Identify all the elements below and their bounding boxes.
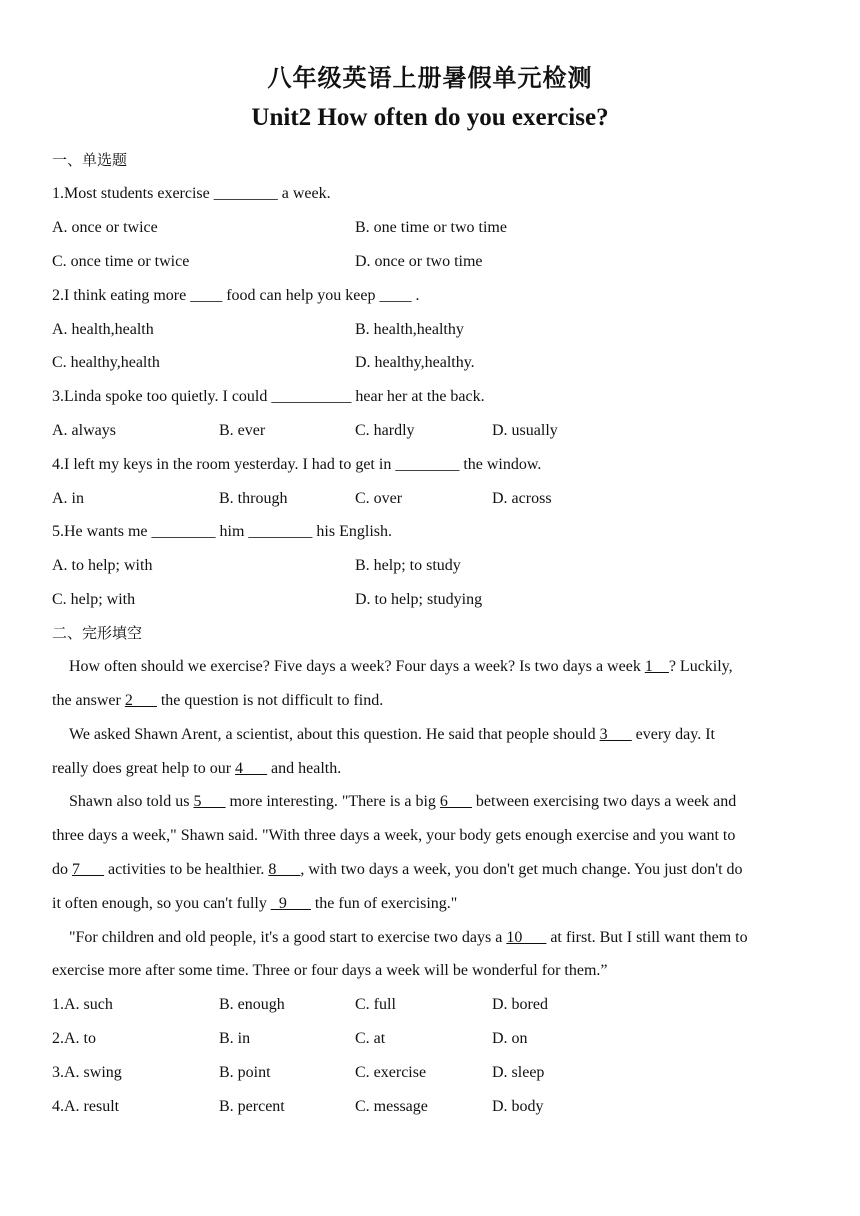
- cloze-text: "For children and old people, it's a good start to exercise two days a: [69, 929, 507, 946]
- cloze-text: the answer: [52, 692, 125, 709]
- cloze-option: B. percent: [219, 1098, 285, 1115]
- cloze-option: C. full: [355, 996, 396, 1013]
- option: D. to help; studying: [355, 591, 483, 608]
- option: A. once or twice: [52, 219, 158, 236]
- cloze-blank: 3___: [599, 726, 632, 743]
- cloze-blank: 6___: [439, 793, 472, 810]
- cloze-blank: 10___: [506, 929, 547, 946]
- question-stem: 4.I left my keys in the room yesterday. I had to get in ________ the window.: [52, 456, 542, 473]
- option: A. to help; with: [52, 557, 153, 574]
- option: B. help; to study: [355, 557, 461, 574]
- option: D. across: [492, 490, 552, 507]
- cloze-text: activities to be healthier.: [104, 861, 269, 878]
- cloze-option: B. in: [219, 1030, 251, 1047]
- cloze-text: , with two days a week, you don't get much change. You just don't do: [300, 861, 743, 878]
- cloze-blank: 1__: [644, 658, 669, 675]
- option: D. healthy,healthy.: [355, 354, 475, 371]
- option: B. health,healthy: [355, 321, 464, 338]
- option: C. hardly: [355, 422, 415, 439]
- option: C. healthy,health: [52, 354, 160, 371]
- cloze-paragraph-line: [52, 826, 812, 846]
- option: A. health,health: [52, 321, 154, 338]
- cloze-text: exercise more after some time. Three or four days a week will be wonderful for them.”: [52, 962, 608, 979]
- cloze-paragraph-line: [52, 657, 829, 677]
- cloze-paragraph-line: [52, 691, 812, 711]
- cloze-option: C. exercise: [355, 1064, 427, 1081]
- question-stem: 5.He wants me ________ him ________ his English.: [52, 523, 392, 540]
- question-stem: 3.Linda spoke too quietly. I could __________ hear her at the back.: [52, 388, 485, 405]
- cloze-paragraph-line: [52, 792, 829, 812]
- cloze-blank: 2___: [124, 692, 157, 709]
- option: B. through: [219, 490, 288, 507]
- cloze-text: three days a week," Shawn said. "With three days a week, your body gets enough exercise and you want to: [52, 827, 736, 844]
- cloze-text: How often should we exercise? Five days a week? Four days a week? Is two days a week: [69, 658, 645, 675]
- option: C. help; with: [52, 591, 136, 608]
- page-title-chinese: 八年级英语上册暑假单元检测: [267, 64, 593, 92]
- option: C. once time or twice: [52, 253, 190, 270]
- cloze-option: 2.A. to: [52, 1030, 96, 1047]
- cloze-text: it often enough, so you can't fully: [52, 895, 271, 912]
- question-stem: 2.I think eating more ____ food can help you keep ____ .: [52, 287, 420, 304]
- cloze-text: the question is not difficult to find.: [156, 692, 384, 709]
- option: A. always: [52, 422, 116, 439]
- cloze-text: We asked Shawn Arent, a scientist, about this question. He said that people should: [69, 726, 600, 743]
- section-heading-multiple-choice: 一、单选题: [52, 151, 128, 169]
- cloze-text: ? Luckily,: [668, 658, 733, 675]
- cloze-text: at first. But I still want them to: [546, 929, 748, 946]
- cloze-text: do: [52, 861, 72, 878]
- cloze-text: every day. It: [631, 726, 715, 743]
- cloze-paragraph-line: [52, 860, 812, 880]
- question-stem: 1.Most students exercise ________ a week.: [52, 185, 331, 202]
- cloze-text: and health.: [267, 760, 342, 777]
- cloze-text: the fun of exercising.": [310, 895, 458, 912]
- cloze-option: D. on: [492, 1030, 528, 1047]
- cloze-blank: 8___: [268, 861, 301, 878]
- cloze-option: B. enough: [219, 996, 285, 1013]
- option: C. over: [355, 490, 403, 507]
- cloze-blank: 4___: [235, 760, 268, 777]
- option: B. ever: [219, 422, 266, 439]
- cloze-option: 3.A. swing: [52, 1064, 122, 1081]
- option: D. usually: [492, 422, 558, 439]
- cloze-paragraph-line: [52, 725, 829, 745]
- option: B. one time or two time: [355, 219, 507, 236]
- cloze-option: 4.A. result: [52, 1098, 120, 1115]
- page-title-english: Unit2 How often do you exercise?: [251, 104, 609, 131]
- cloze-blank: 7___: [72, 861, 104, 878]
- cloze-text: between exercising two days a week and: [471, 793, 737, 810]
- option: A. in: [52, 490, 84, 507]
- section-heading-cloze: 二、完形填空: [52, 624, 143, 642]
- cloze-text: really does great help to our: [52, 760, 236, 777]
- option: D. once or two time: [355, 253, 483, 270]
- cloze-option: C. at: [355, 1030, 386, 1047]
- cloze-option: D. bored: [492, 996, 548, 1013]
- cloze-paragraph-line: [52, 759, 812, 779]
- cloze-option: C. message: [355, 1098, 428, 1115]
- cloze-option: D. sleep: [492, 1064, 545, 1081]
- cloze-blank: _9___: [270, 895, 311, 912]
- cloze-option: B. point: [219, 1064, 271, 1081]
- cloze-option: D. body: [492, 1098, 544, 1115]
- cloze-paragraph-line: [52, 928, 829, 948]
- cloze-paragraph-line: [52, 894, 812, 914]
- cloze-text: more interesting. "There is a big: [225, 793, 440, 810]
- cloze-paragraph-line: [52, 961, 812, 981]
- cloze-text: Shawn also told us: [69, 793, 194, 810]
- cloze-option: 1.A. such: [52, 996, 113, 1013]
- cloze-blank: 5___: [193, 793, 226, 810]
